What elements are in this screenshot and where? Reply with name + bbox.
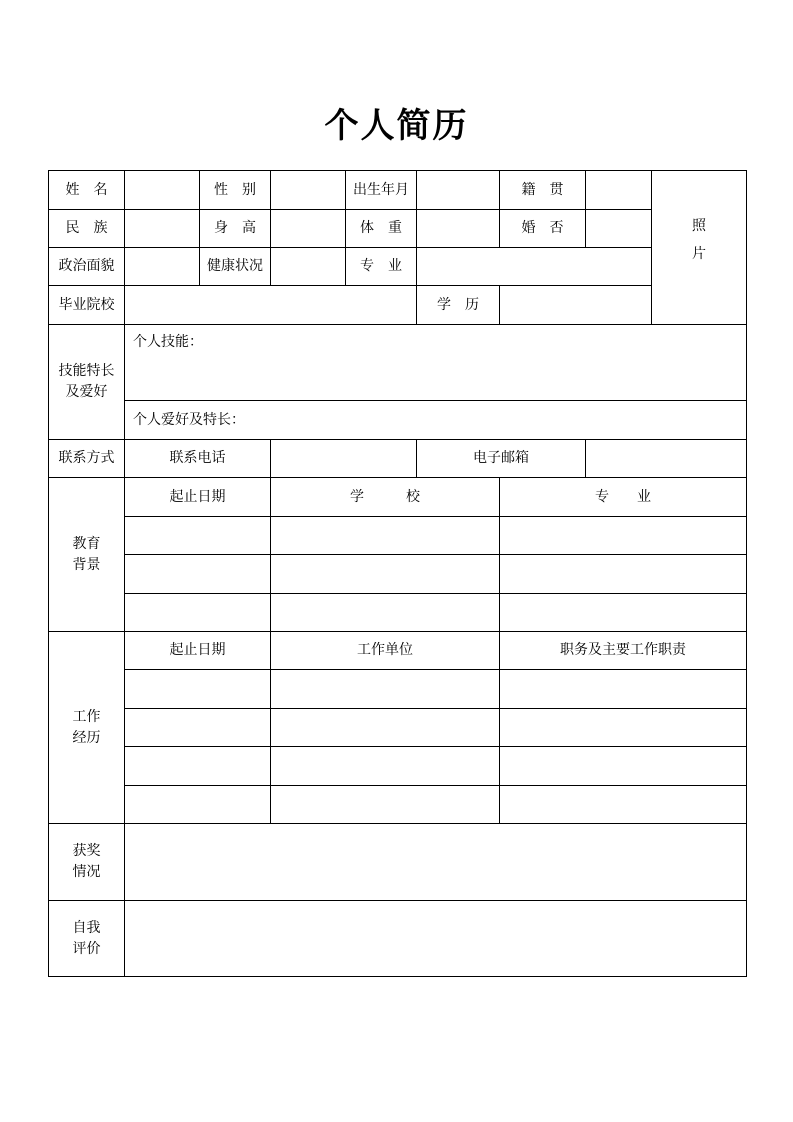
weight-field[interactable] [417, 210, 500, 248]
awards-field[interactable] [125, 824, 747, 901]
education-major-field[interactable] [500, 517, 747, 555]
self-eval-section-label: 自我 评价 [49, 901, 125, 977]
education-dates-field[interactable] [125, 517, 271, 555]
work-dates-header: 起止日期 [125, 632, 271, 670]
marital-field[interactable] [586, 210, 652, 248]
native-place-label: 籍 贯 [500, 171, 586, 210]
personal-skills-label: 个人技能： [133, 334, 203, 350]
email-label: 电子邮箱 [417, 440, 586, 478]
skills-section-label: 技能特长 及爱好 [49, 325, 125, 440]
political-field[interactable] [125, 248, 200, 286]
education-major-header: 专 业 [500, 478, 747, 517]
major-field[interactable] [417, 248, 652, 286]
school-field[interactable] [125, 286, 417, 325]
work-duties-field[interactable] [500, 709, 747, 747]
health-field[interactable] [271, 248, 346, 286]
school-label: 毕业院校 [49, 286, 125, 325]
marital-label: 婚 否 [500, 210, 586, 248]
work-company-header: 工作单位 [271, 632, 500, 670]
basic-info-row-3 [49, 248, 747, 286]
work-company-field[interactable] [271, 709, 500, 747]
birth-label: 出生年月 [346, 171, 417, 210]
work-dates-field[interactable] [125, 747, 271, 786]
education-dates-header: 起止日期 [125, 478, 271, 517]
height-field[interactable] [271, 210, 346, 248]
name-field[interactable] [125, 171, 200, 210]
resume-table [48, 170, 747, 977]
personal-skills-field[interactable] [125, 325, 747, 401]
contact-section-label: 联系方式 [49, 440, 125, 478]
basic-info-row-2 [49, 210, 747, 248]
work-row [49, 670, 747, 709]
education-school-field[interactable] [271, 555, 500, 594]
work-dates-field[interactable] [125, 786, 271, 824]
work-row [49, 709, 747, 747]
work-header-row [49, 632, 747, 670]
ethnicity-label: 民 族 [49, 210, 125, 248]
work-duties-header: 职务及主要工作职责 [500, 632, 747, 670]
work-dates-field[interactable] [125, 709, 271, 747]
education-school-header: 学 校 [271, 478, 500, 517]
work-duties-field[interactable] [500, 786, 747, 824]
work-row [49, 786, 747, 824]
ethnicity-field[interactable] [125, 210, 200, 248]
basic-info-row-4 [49, 286, 747, 325]
work-company-field[interactable] [271, 786, 500, 824]
page-title: 个人简历 [324, 106, 469, 146]
education-section-label: 教育 背景 [49, 478, 125, 632]
degree-field[interactable] [500, 286, 652, 325]
degree-label: 学 历 [417, 286, 500, 325]
work-duties-field[interactable] [500, 747, 747, 786]
native-place-field[interactable] [586, 171, 652, 210]
health-label: 健康状况 [200, 248, 271, 286]
education-major-field[interactable] [500, 555, 747, 594]
basic-info-row-1 [49, 171, 747, 210]
self-eval-row [49, 901, 747, 977]
work-dates-field[interactable] [125, 670, 271, 709]
contact-row [49, 440, 747, 478]
photo-box[interactable] [652, 171, 747, 325]
education-school-field[interactable] [271, 517, 500, 555]
photo-placeholder: 照 片 [692, 217, 706, 262]
work-company-field[interactable] [271, 670, 500, 709]
work-duties-field[interactable] [500, 670, 747, 709]
gender-label: 性 别 [200, 171, 271, 210]
phone-label: 联系电话 [125, 440, 271, 478]
political-label: 政治面貌 [49, 248, 125, 286]
work-company-field[interactable] [271, 747, 500, 786]
self-eval-field[interactable] [125, 901, 747, 977]
name-label: 姓 名 [49, 171, 125, 210]
hobbies-label: 个人爱好及特长： [133, 411, 245, 428]
work-section-label: 工作 经历 [49, 632, 125, 824]
work-row [49, 747, 747, 786]
hobbies-row [49, 401, 747, 440]
birth-field[interactable] [417, 171, 500, 210]
skills-row [49, 325, 747, 401]
education-major-field[interactable] [500, 594, 747, 632]
major-label: 专 业 [346, 248, 417, 286]
education-school-field[interactable] [271, 594, 500, 632]
education-row [49, 555, 747, 594]
education-row [49, 594, 747, 632]
weight-label: 体 重 [346, 210, 417, 248]
hobbies-field[interactable] [125, 401, 747, 440]
awards-row [49, 824, 747, 901]
email-field[interactable] [586, 440, 747, 478]
education-dates-field[interactable] [125, 594, 271, 632]
education-dates-field[interactable] [125, 555, 271, 594]
education-header-row [49, 478, 747, 517]
height-label: 身 高 [200, 210, 271, 248]
gender-field[interactable] [271, 171, 346, 210]
phone-field[interactable] [271, 440, 417, 478]
awards-section-label: 获奖 情况 [49, 824, 125, 901]
education-row [49, 517, 747, 555]
